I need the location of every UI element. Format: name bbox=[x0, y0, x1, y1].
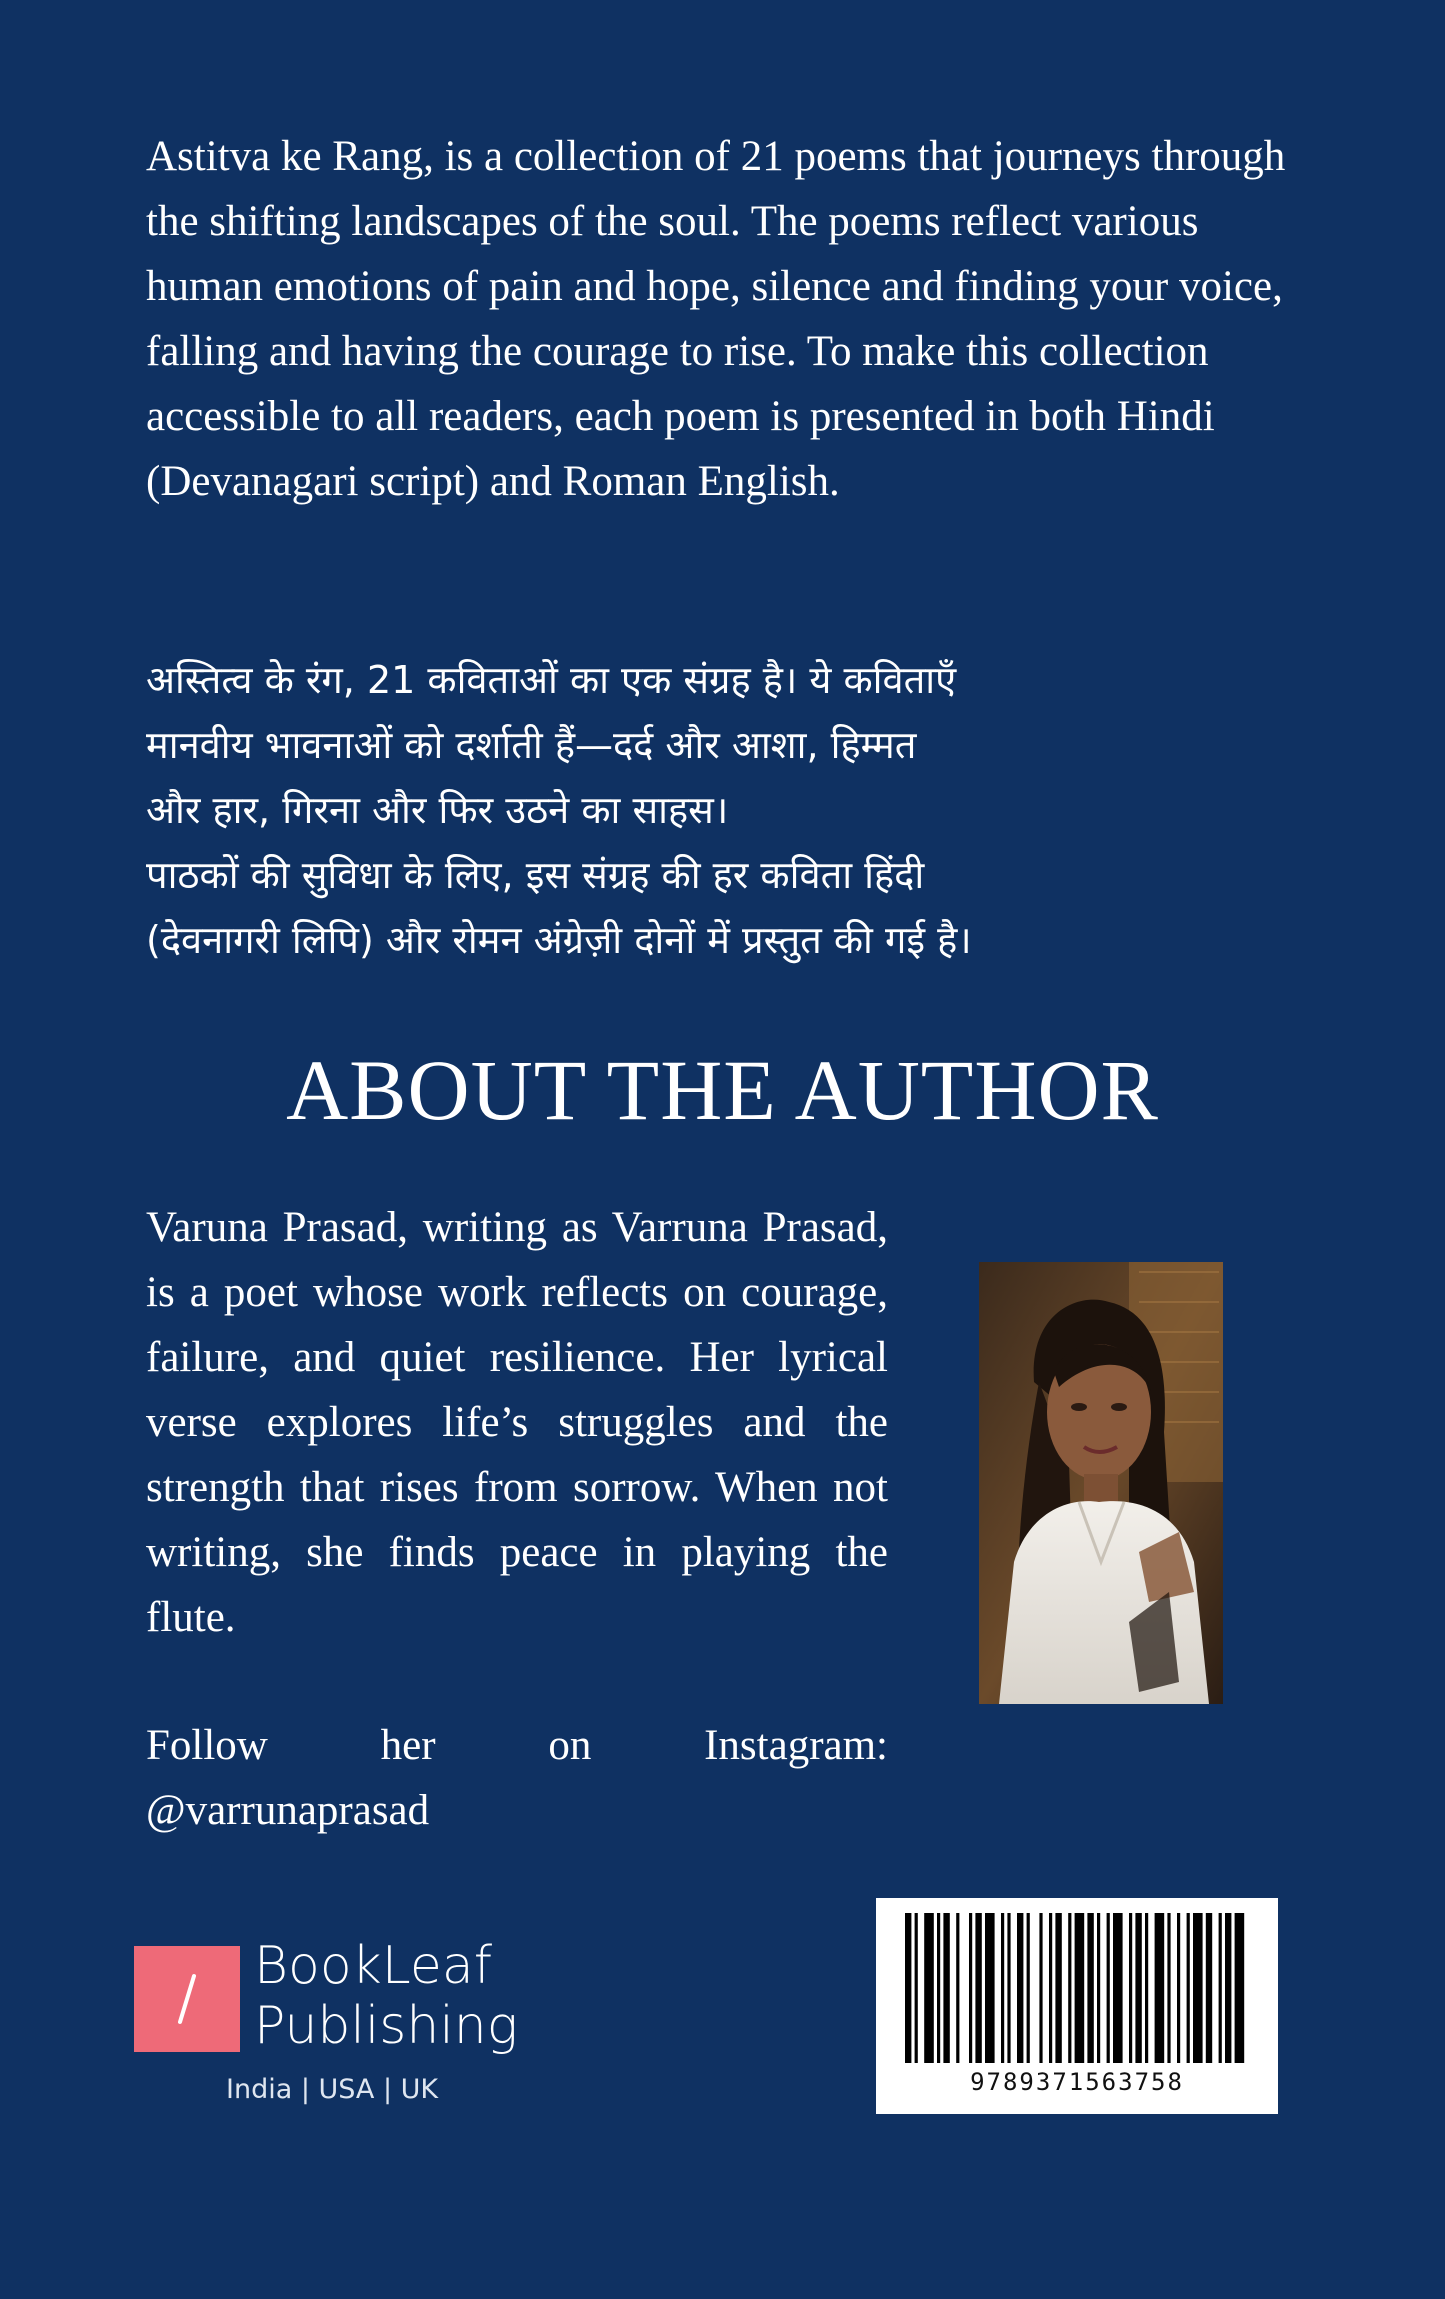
author-bio: Varuna Prasad, writing as Varruna Prasad, is a poet whose work reflects on courage, failure, and quiet resilience. Her lyrical verse explores life’s struggles and the strength that rises from sorrow. When not writing, she finds peace in playing the flute. bbox=[146, 1204, 888, 1641]
book-blurb-english: Astitva ke Rang, is a collection of 21 poems that journeys through the shifting landscapes of the soul. The poems reflect various human emotions of pain and hope, silence and finding your voice, falling and having the courage to rise. To make this collection accessible to all readers, each poem is presented in both Hindi (Devanagari script) and Roman English. bbox=[146, 133, 1286, 505]
isbn-barcode bbox=[876, 1898, 1278, 2114]
author-portrait-image bbox=[979, 1262, 1223, 1704]
hindi-line: मानवीय भावनाओं को दर्शाती हैं—दर्द और आशा, हिम्मत bbox=[146, 723, 917, 767]
isbn-number: 9789371563758 bbox=[970, 2068, 1184, 2096]
publisher-name bbox=[254, 1936, 518, 2056]
instagram-handle: @varrunaprasad bbox=[146, 1787, 430, 1834]
hindi-line: पाठकों की सुविधा के लिए, इस संग्रह की हर कविता हिंदी bbox=[146, 853, 925, 897]
about-author-heading: ABOUT THE AUTHOR bbox=[286, 1042, 1159, 1138]
hindi-line: अस्तित्व के रंग, 21 कविताओं का एक संग्रह है। ये कविताएँ bbox=[146, 658, 957, 702]
publisher-name-line: Publishing bbox=[254, 1996, 518, 2056]
author-photo bbox=[979, 1262, 1223, 1704]
book-blurb-hindi bbox=[146, 648, 1346, 973]
publisher-logo bbox=[134, 1936, 534, 2114]
publisher-mark-icon bbox=[134, 1946, 240, 2052]
publisher-name-line: BookLeaf bbox=[254, 1936, 493, 1996]
hindi-line: (देवनागरी लिपि) और रोमन अंग्रेज़ी दोनों में प्रस्तुत की गई है। bbox=[146, 918, 972, 962]
hindi-line: और हार, गिरना और फिर उठने का साहस। bbox=[146, 788, 729, 832]
publisher-regions: India | USA | UK bbox=[226, 2074, 439, 2105]
instagram-follow-text: Follow her on Instagram: bbox=[146, 1722, 888, 1769]
barcode-bars-icon bbox=[901, 1913, 1253, 2063]
